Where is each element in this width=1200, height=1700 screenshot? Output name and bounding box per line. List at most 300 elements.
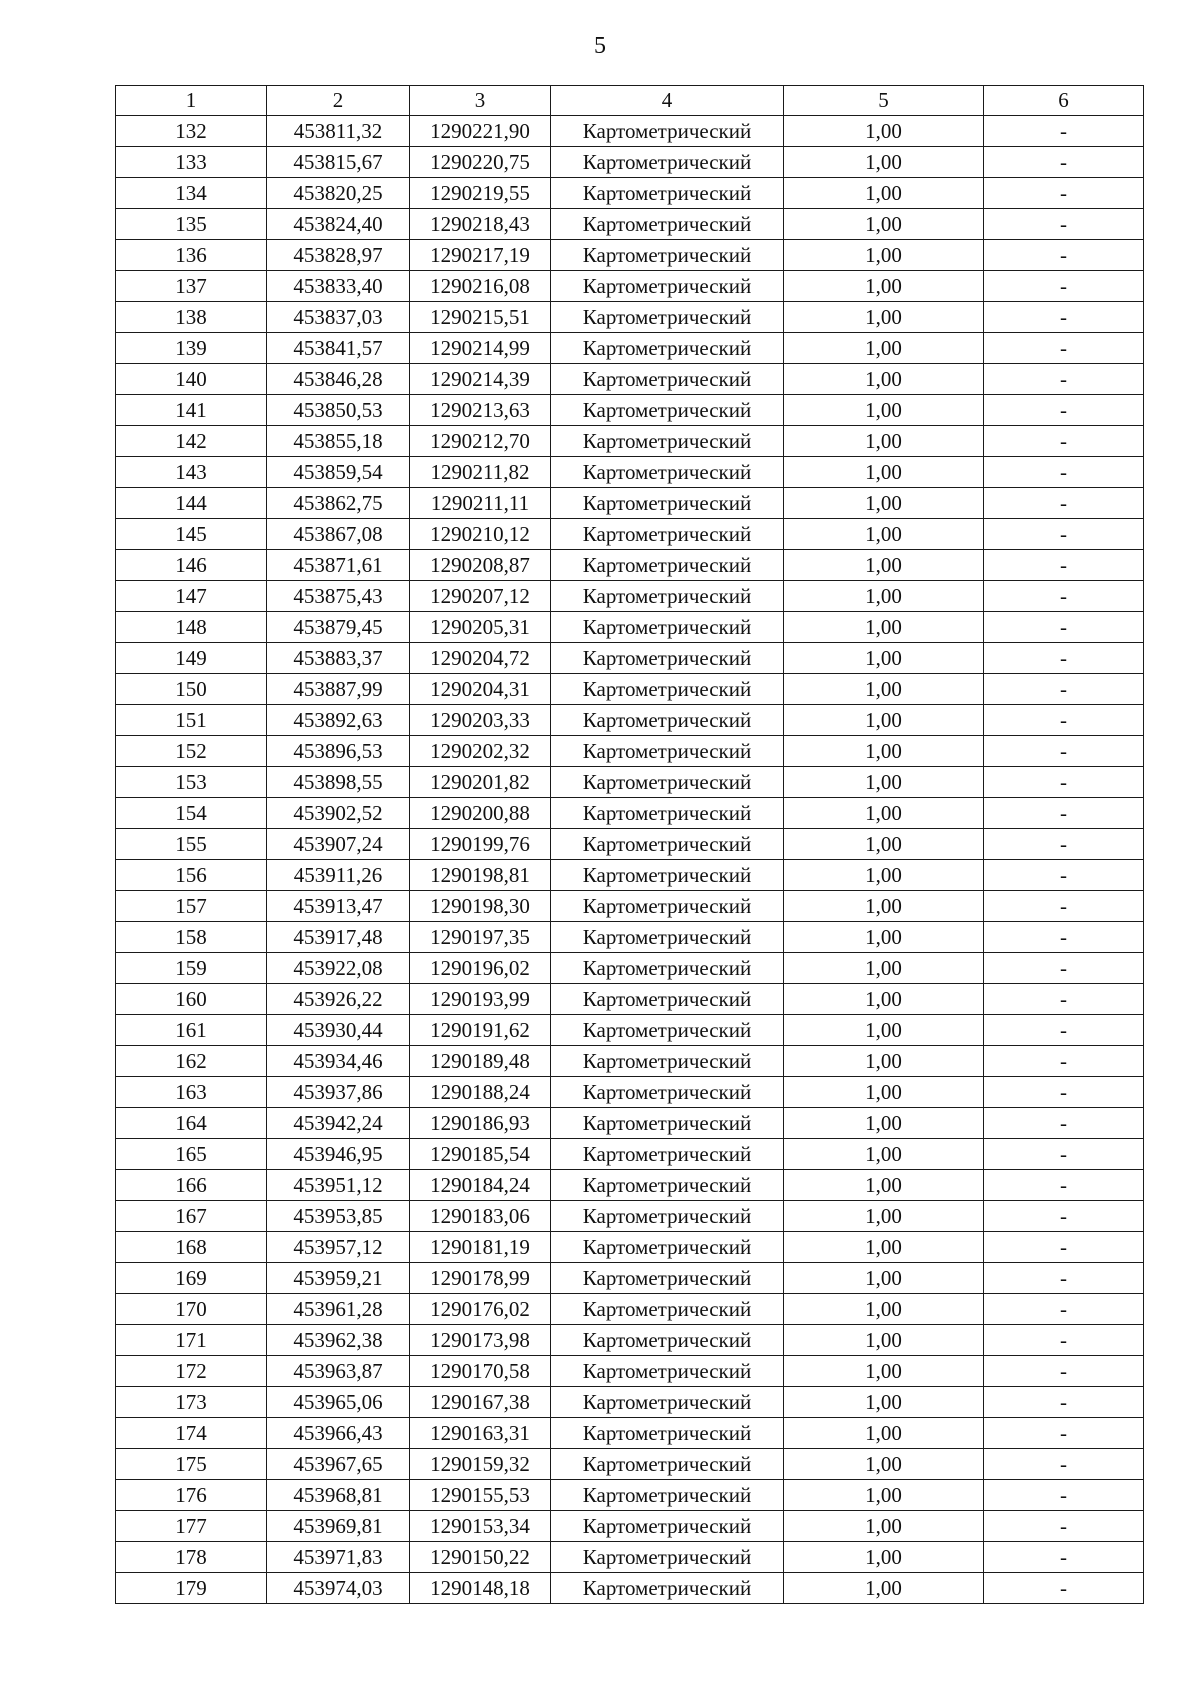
point-number-cell: 156 xyxy=(116,860,267,891)
point-number-cell: 150 xyxy=(116,674,267,705)
y-coordinate-cell: 1290203,33 xyxy=(410,705,551,736)
accuracy-cell: 1,00 xyxy=(784,891,984,922)
method-cell: Картометрический xyxy=(551,984,784,1015)
table-row xyxy=(116,333,1144,364)
point-number-cell: 178 xyxy=(116,1542,267,1573)
point-number-cell: 153 xyxy=(116,767,267,798)
accuracy-cell: 1,00 xyxy=(784,178,984,209)
x-coordinate-cell: 453917,48 xyxy=(267,922,410,953)
table-row xyxy=(116,767,1144,798)
table-row xyxy=(116,1170,1144,1201)
table-row xyxy=(116,519,1144,550)
column-header-2: 2 xyxy=(267,86,410,116)
note-cell: - xyxy=(984,1387,1144,1418)
accuracy-cell: 1,00 xyxy=(784,1263,984,1294)
y-coordinate-cell: 1290163,31 xyxy=(410,1418,551,1449)
x-coordinate-cell: 453922,08 xyxy=(267,953,410,984)
table-row xyxy=(116,953,1144,984)
y-coordinate-cell: 1290153,34 xyxy=(410,1511,551,1542)
method-cell: Картометрический xyxy=(551,736,784,767)
point-number-cell: 165 xyxy=(116,1139,267,1170)
table-row xyxy=(116,643,1144,674)
method-cell: Картометрический xyxy=(551,767,784,798)
note-cell: - xyxy=(984,581,1144,612)
note-cell: - xyxy=(984,829,1144,860)
note-cell: - xyxy=(984,302,1144,333)
method-cell: Картометрический xyxy=(551,1418,784,1449)
x-coordinate-cell: 453946,95 xyxy=(267,1139,410,1170)
x-coordinate-cell: 453965,06 xyxy=(267,1387,410,1418)
note-cell: - xyxy=(984,116,1144,147)
accuracy-cell: 1,00 xyxy=(784,1077,984,1108)
point-number-cell: 158 xyxy=(116,922,267,953)
accuracy-cell: 1,00 xyxy=(784,302,984,333)
y-coordinate-cell: 1290208,87 xyxy=(410,550,551,581)
note-cell: - xyxy=(984,1480,1144,1511)
accuracy-cell: 1,00 xyxy=(784,1449,984,1480)
column-header-4: 4 xyxy=(551,86,784,116)
point-number-cell: 152 xyxy=(116,736,267,767)
point-number-cell: 144 xyxy=(116,488,267,519)
accuracy-cell: 1,00 xyxy=(784,1356,984,1387)
method-cell: Картометрический xyxy=(551,953,784,984)
x-coordinate-cell: 453850,53 xyxy=(267,395,410,426)
y-coordinate-cell: 1290198,30 xyxy=(410,891,551,922)
point-number-cell: 148 xyxy=(116,612,267,643)
accuracy-cell: 1,00 xyxy=(784,1480,984,1511)
x-coordinate-cell: 453859,54 xyxy=(267,457,410,488)
note-cell: - xyxy=(984,953,1144,984)
table-body xyxy=(116,116,1144,1604)
x-coordinate-cell: 453824,40 xyxy=(267,209,410,240)
accuracy-cell: 1,00 xyxy=(784,271,984,302)
accuracy-cell: 1,00 xyxy=(784,1201,984,1232)
method-cell: Картометрический xyxy=(551,798,784,829)
table-row xyxy=(116,457,1144,488)
method-cell: Картометрический xyxy=(551,1046,784,1077)
x-coordinate-cell: 453969,81 xyxy=(267,1511,410,1542)
y-coordinate-cell: 1290220,75 xyxy=(410,147,551,178)
coordinates-table xyxy=(115,85,1144,1604)
method-cell: Картометрический xyxy=(551,643,784,674)
point-number-cell: 172 xyxy=(116,1356,267,1387)
point-number-cell: 135 xyxy=(116,209,267,240)
x-coordinate-cell: 453926,22 xyxy=(267,984,410,1015)
table-row xyxy=(116,1480,1144,1511)
x-coordinate-cell: 453862,75 xyxy=(267,488,410,519)
x-coordinate-cell: 453934,46 xyxy=(267,1046,410,1077)
point-number-cell: 132 xyxy=(116,116,267,147)
note-cell: - xyxy=(984,519,1144,550)
y-coordinate-cell: 1290201,82 xyxy=(410,767,551,798)
table-row xyxy=(116,1232,1144,1263)
x-coordinate-cell: 453841,57 xyxy=(267,333,410,364)
x-coordinate-cell: 453937,86 xyxy=(267,1077,410,1108)
x-coordinate-cell: 453871,61 xyxy=(267,550,410,581)
point-number-cell: 154 xyxy=(116,798,267,829)
table-row xyxy=(116,922,1144,953)
point-number-cell: 163 xyxy=(116,1077,267,1108)
y-coordinate-cell: 1290218,43 xyxy=(410,209,551,240)
x-coordinate-cell: 453942,24 xyxy=(267,1108,410,1139)
accuracy-cell: 1,00 xyxy=(784,1294,984,1325)
table-row xyxy=(116,1573,1144,1604)
accuracy-cell: 1,00 xyxy=(784,1170,984,1201)
method-cell: Картометрический xyxy=(551,457,784,488)
accuracy-cell: 1,00 xyxy=(784,550,984,581)
accuracy-cell: 1,00 xyxy=(784,922,984,953)
method-cell: Картометрический xyxy=(551,705,784,736)
y-coordinate-cell: 1290216,08 xyxy=(410,271,551,302)
y-coordinate-cell: 1290219,55 xyxy=(410,178,551,209)
method-cell: Картометрический xyxy=(551,1449,784,1480)
table-row xyxy=(116,1263,1144,1294)
y-coordinate-cell: 1290173,98 xyxy=(410,1325,551,1356)
table-row xyxy=(116,178,1144,209)
y-coordinate-cell: 1290188,24 xyxy=(410,1077,551,1108)
note-cell: - xyxy=(984,1573,1144,1604)
note-cell: - xyxy=(984,1170,1144,1201)
note-cell: - xyxy=(984,860,1144,891)
accuracy-cell: 1,00 xyxy=(784,1015,984,1046)
y-coordinate-cell: 1290178,99 xyxy=(410,1263,551,1294)
method-cell: Картометрический xyxy=(551,1077,784,1108)
point-number-cell: 175 xyxy=(116,1449,267,1480)
accuracy-cell: 1,00 xyxy=(784,1418,984,1449)
point-number-cell: 164 xyxy=(116,1108,267,1139)
table-row xyxy=(116,550,1144,581)
y-coordinate-cell: 1290155,53 xyxy=(410,1480,551,1511)
table-row xyxy=(116,829,1144,860)
y-coordinate-cell: 1290214,99 xyxy=(410,333,551,364)
y-coordinate-cell: 1290217,19 xyxy=(410,240,551,271)
table-row xyxy=(116,798,1144,829)
x-coordinate-cell: 453867,08 xyxy=(267,519,410,550)
y-coordinate-cell: 1290167,38 xyxy=(410,1387,551,1418)
table-row xyxy=(116,209,1144,240)
note-cell: - xyxy=(984,1449,1144,1480)
accuracy-cell: 1,00 xyxy=(784,1232,984,1263)
y-coordinate-cell: 1290159,32 xyxy=(410,1449,551,1480)
y-coordinate-cell: 1290204,72 xyxy=(410,643,551,674)
method-cell: Картометрический xyxy=(551,1356,784,1387)
point-number-cell: 169 xyxy=(116,1263,267,1294)
y-coordinate-cell: 1290211,11 xyxy=(410,488,551,519)
x-coordinate-cell: 453961,28 xyxy=(267,1294,410,1325)
accuracy-cell: 1,00 xyxy=(784,736,984,767)
note-cell: - xyxy=(984,1542,1144,1573)
accuracy-cell: 1,00 xyxy=(784,829,984,860)
method-cell: Картометрический xyxy=(551,550,784,581)
point-number-cell: 159 xyxy=(116,953,267,984)
accuracy-cell: 1,00 xyxy=(784,457,984,488)
table-row xyxy=(116,1139,1144,1170)
y-coordinate-cell: 1290148,18 xyxy=(410,1573,551,1604)
accuracy-cell: 1,00 xyxy=(784,798,984,829)
x-coordinate-cell: 453811,32 xyxy=(267,116,410,147)
method-cell: Картометрический xyxy=(551,116,784,147)
y-coordinate-cell: 1290184,24 xyxy=(410,1170,551,1201)
x-coordinate-cell: 453930,44 xyxy=(267,1015,410,1046)
table-row xyxy=(116,1294,1144,1325)
point-number-cell: 137 xyxy=(116,271,267,302)
method-cell: Картометрический xyxy=(551,1263,784,1294)
y-coordinate-cell: 1290189,48 xyxy=(410,1046,551,1077)
y-coordinate-cell: 1290211,82 xyxy=(410,457,551,488)
table-row xyxy=(116,612,1144,643)
note-cell: - xyxy=(984,147,1144,178)
x-coordinate-cell: 453892,63 xyxy=(267,705,410,736)
method-cell: Картометрический xyxy=(551,333,784,364)
y-coordinate-cell: 1290210,12 xyxy=(410,519,551,550)
method-cell: Картометрический xyxy=(551,581,784,612)
note-cell: - xyxy=(984,1139,1144,1170)
y-coordinate-cell: 1290176,02 xyxy=(410,1294,551,1325)
table-row xyxy=(116,1077,1144,1108)
accuracy-cell: 1,00 xyxy=(784,1387,984,1418)
note-cell: - xyxy=(984,1201,1144,1232)
note-cell: - xyxy=(984,1015,1144,1046)
accuracy-cell: 1,00 xyxy=(784,767,984,798)
note-cell: - xyxy=(984,333,1144,364)
note-cell: - xyxy=(984,1263,1144,1294)
table-row xyxy=(116,1108,1144,1139)
point-number-cell: 133 xyxy=(116,147,267,178)
accuracy-cell: 1,00 xyxy=(784,488,984,519)
point-number-cell: 149 xyxy=(116,643,267,674)
x-coordinate-cell: 453815,67 xyxy=(267,147,410,178)
point-number-cell: 176 xyxy=(116,1480,267,1511)
x-coordinate-cell: 453828,97 xyxy=(267,240,410,271)
table-row xyxy=(116,581,1144,612)
point-number-cell: 155 xyxy=(116,829,267,860)
table-row xyxy=(116,1356,1144,1387)
accuracy-cell: 1,00 xyxy=(784,953,984,984)
y-coordinate-cell: 1290214,39 xyxy=(410,364,551,395)
table-row xyxy=(116,674,1144,705)
table-row xyxy=(116,426,1144,457)
accuracy-cell: 1,00 xyxy=(784,1325,984,1356)
table-row xyxy=(116,1387,1144,1418)
point-number-cell: 179 xyxy=(116,1573,267,1604)
y-coordinate-cell: 1290215,51 xyxy=(410,302,551,333)
accuracy-cell: 1,00 xyxy=(784,1511,984,1542)
y-coordinate-cell: 1290200,88 xyxy=(410,798,551,829)
table-row xyxy=(116,984,1144,1015)
note-cell: - xyxy=(984,1356,1144,1387)
y-coordinate-cell: 1290197,35 xyxy=(410,922,551,953)
note-cell: - xyxy=(984,426,1144,457)
point-number-cell: 173 xyxy=(116,1387,267,1418)
method-cell: Картометрический xyxy=(551,674,784,705)
table-row xyxy=(116,860,1144,891)
note-cell: - xyxy=(984,1232,1144,1263)
point-number-cell: 160 xyxy=(116,984,267,1015)
method-cell: Картометрический xyxy=(551,426,784,457)
note-cell: - xyxy=(984,612,1144,643)
note-cell: - xyxy=(984,1046,1144,1077)
accuracy-cell: 1,00 xyxy=(784,1573,984,1604)
method-cell: Картометрический xyxy=(551,302,784,333)
y-coordinate-cell: 1290213,63 xyxy=(410,395,551,426)
point-number-cell: 161 xyxy=(116,1015,267,1046)
method-cell: Картометрический xyxy=(551,612,784,643)
method-cell: Картометрический xyxy=(551,829,784,860)
note-cell: - xyxy=(984,705,1144,736)
accuracy-cell: 1,00 xyxy=(784,1139,984,1170)
y-coordinate-cell: 1290183,06 xyxy=(410,1201,551,1232)
point-number-cell: 151 xyxy=(116,705,267,736)
method-cell: Картометрический xyxy=(551,395,784,426)
method-cell: Картометрический xyxy=(551,1511,784,1542)
table-row xyxy=(116,1325,1144,1356)
accuracy-cell: 1,00 xyxy=(784,147,984,178)
accuracy-cell: 1,00 xyxy=(784,426,984,457)
point-number-cell: 162 xyxy=(116,1046,267,1077)
x-coordinate-cell: 453837,03 xyxy=(267,302,410,333)
column-header-1: 1 xyxy=(116,86,267,116)
point-number-cell: 145 xyxy=(116,519,267,550)
point-number-cell: 157 xyxy=(116,891,267,922)
method-cell: Картометрический xyxy=(551,1294,784,1325)
method-cell: Картометрический xyxy=(551,1201,784,1232)
x-coordinate-cell: 453966,43 xyxy=(267,1418,410,1449)
x-coordinate-cell: 453855,18 xyxy=(267,426,410,457)
note-cell: - xyxy=(984,1294,1144,1325)
x-coordinate-cell: 453962,38 xyxy=(267,1325,410,1356)
note-cell: - xyxy=(984,178,1144,209)
point-number-cell: 139 xyxy=(116,333,267,364)
note-cell: - xyxy=(984,984,1144,1015)
table-row xyxy=(116,891,1144,922)
x-coordinate-cell: 453883,37 xyxy=(267,643,410,674)
accuracy-cell: 1,00 xyxy=(784,333,984,364)
x-coordinate-cell: 453879,45 xyxy=(267,612,410,643)
point-number-cell: 141 xyxy=(116,395,267,426)
note-cell: - xyxy=(984,395,1144,426)
method-cell: Картометрический xyxy=(551,1170,784,1201)
method-cell: Картометрический xyxy=(551,488,784,519)
point-number-cell: 147 xyxy=(116,581,267,612)
point-number-cell: 143 xyxy=(116,457,267,488)
y-coordinate-cell: 1290181,19 xyxy=(410,1232,551,1263)
table-row xyxy=(116,240,1144,271)
method-cell: Картометрический xyxy=(551,922,784,953)
accuracy-cell: 1,00 xyxy=(784,395,984,426)
note-cell: - xyxy=(984,209,1144,240)
table-row xyxy=(116,705,1144,736)
point-number-cell: 177 xyxy=(116,1511,267,1542)
point-number-cell: 171 xyxy=(116,1325,267,1356)
table-row xyxy=(116,1418,1144,1449)
y-coordinate-cell: 1290205,31 xyxy=(410,612,551,643)
table-row xyxy=(116,736,1144,767)
accuracy-cell: 1,00 xyxy=(784,1046,984,1077)
note-cell: - xyxy=(984,271,1144,302)
point-number-cell: 140 xyxy=(116,364,267,395)
accuracy-cell: 1,00 xyxy=(784,209,984,240)
y-coordinate-cell: 1290212,70 xyxy=(410,426,551,457)
y-coordinate-cell: 1290199,76 xyxy=(410,829,551,860)
y-coordinate-cell: 1290202,32 xyxy=(410,736,551,767)
method-cell: Картометрический xyxy=(551,1480,784,1511)
header-row xyxy=(116,86,1144,116)
method-cell: Картометрический xyxy=(551,1325,784,1356)
method-cell: Картометрический xyxy=(551,519,784,550)
x-coordinate-cell: 453896,53 xyxy=(267,736,410,767)
table-row xyxy=(116,1449,1144,1480)
accuracy-cell: 1,00 xyxy=(784,612,984,643)
x-coordinate-cell: 453833,40 xyxy=(267,271,410,302)
method-cell: Картометрический xyxy=(551,240,784,271)
note-cell: - xyxy=(984,891,1144,922)
table-row xyxy=(116,1511,1144,1542)
accuracy-cell: 1,00 xyxy=(784,240,984,271)
note-cell: - xyxy=(984,1077,1144,1108)
accuracy-cell: 1,00 xyxy=(784,860,984,891)
table-row xyxy=(116,488,1144,519)
table-row xyxy=(116,147,1144,178)
table-row xyxy=(116,271,1144,302)
accuracy-cell: 1,00 xyxy=(784,674,984,705)
point-number-cell: 166 xyxy=(116,1170,267,1201)
column-header-3: 3 xyxy=(410,86,551,116)
y-coordinate-cell: 1290170,58 xyxy=(410,1356,551,1387)
x-coordinate-cell: 453846,28 xyxy=(267,364,410,395)
table-row xyxy=(116,395,1144,426)
method-cell: Картометрический xyxy=(551,1542,784,1573)
x-coordinate-cell: 453887,99 xyxy=(267,674,410,705)
y-coordinate-cell: 1290185,54 xyxy=(410,1139,551,1170)
column-header-6: 6 xyxy=(984,86,1144,116)
accuracy-cell: 1,00 xyxy=(784,984,984,1015)
x-coordinate-cell: 453898,55 xyxy=(267,767,410,798)
page-number: 5 xyxy=(594,33,606,59)
method-cell: Картометрический xyxy=(551,1015,784,1046)
method-cell: Картометрический xyxy=(551,1232,784,1263)
table-row xyxy=(116,1046,1144,1077)
x-coordinate-cell: 453902,52 xyxy=(267,798,410,829)
point-number-cell: 170 xyxy=(116,1294,267,1325)
y-coordinate-cell: 1290193,99 xyxy=(410,984,551,1015)
x-coordinate-cell: 453913,47 xyxy=(267,891,410,922)
x-coordinate-cell: 453951,12 xyxy=(267,1170,410,1201)
table-row xyxy=(116,364,1144,395)
y-coordinate-cell: 1290204,31 xyxy=(410,674,551,705)
note-cell: - xyxy=(984,1418,1144,1449)
x-coordinate-cell: 453968,81 xyxy=(267,1480,410,1511)
point-number-cell: 136 xyxy=(116,240,267,271)
y-coordinate-cell: 1290221,90 xyxy=(410,116,551,147)
note-cell: - xyxy=(984,488,1144,519)
accuracy-cell: 1,00 xyxy=(784,1542,984,1573)
point-number-cell: 174 xyxy=(116,1418,267,1449)
accuracy-cell: 1,00 xyxy=(784,364,984,395)
method-cell: Картометрический xyxy=(551,1387,784,1418)
note-cell: - xyxy=(984,457,1144,488)
accuracy-cell: 1,00 xyxy=(784,643,984,674)
point-number-cell: 138 xyxy=(116,302,267,333)
accuracy-cell: 1,00 xyxy=(784,519,984,550)
table-row xyxy=(116,1542,1144,1573)
note-cell: - xyxy=(984,674,1144,705)
table-row xyxy=(116,302,1144,333)
method-cell: Картометрический xyxy=(551,1139,784,1170)
y-coordinate-cell: 1290196,02 xyxy=(410,953,551,984)
method-cell: Картометрический xyxy=(551,147,784,178)
method-cell: Картометрический xyxy=(551,271,784,302)
x-coordinate-cell: 453963,87 xyxy=(267,1356,410,1387)
